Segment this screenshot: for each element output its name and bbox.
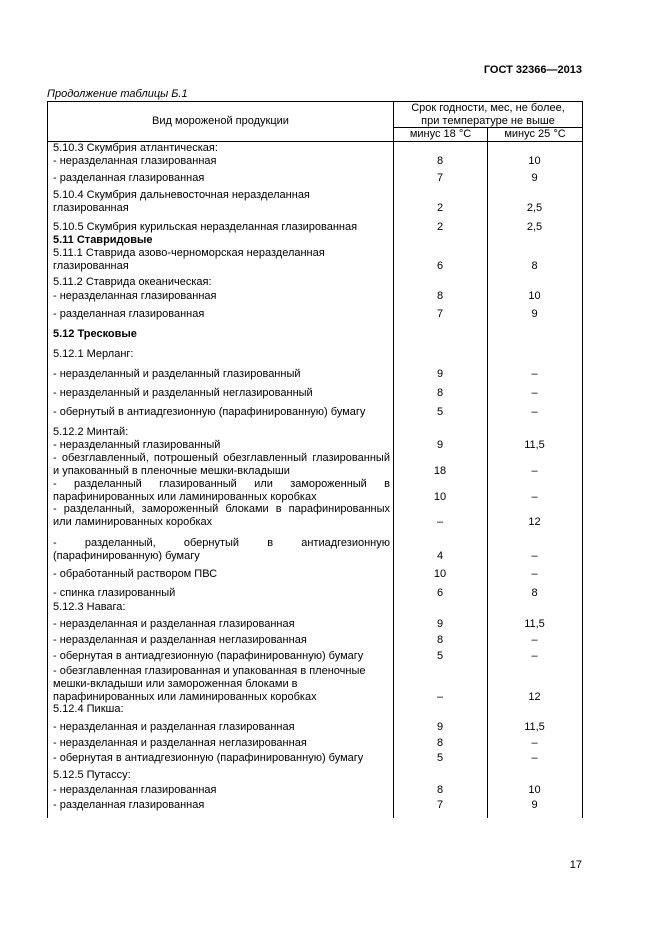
product-cell bbox=[47, 172, 393, 185]
table-row bbox=[47, 537, 583, 563]
header-minus25 bbox=[488, 128, 582, 141]
product-text: - неразделанная глазированная bbox=[53, 290, 217, 302]
table-row bbox=[47, 650, 583, 663]
value-minus25: – bbox=[531, 465, 538, 477]
product-cell bbox=[47, 737, 393, 750]
product-cell bbox=[47, 348, 393, 361]
document-code: ГОСТ 32366—2013 bbox=[483, 64, 582, 76]
word: разделанный bbox=[74, 478, 142, 490]
value-minus25: – bbox=[531, 368, 538, 380]
value-minus25: – bbox=[531, 550, 538, 562]
product-text: - спинка глазированный bbox=[53, 587, 176, 599]
word: парафинированных bbox=[288, 503, 390, 515]
word: замороженный bbox=[290, 478, 367, 490]
table-row bbox=[47, 618, 583, 631]
table-row bbox=[47, 368, 583, 381]
product-cell bbox=[47, 478, 393, 504]
word: - bbox=[53, 503, 57, 515]
product-cell bbox=[47, 601, 393, 614]
value-minus18: 7 bbox=[436, 799, 444, 811]
product-text: 5.12.2 Минтай: bbox=[53, 426, 129, 438]
product-cell bbox=[47, 618, 393, 631]
table-row bbox=[47, 665, 583, 704]
value-minus18: 7 bbox=[436, 308, 444, 320]
header-product-label: Вид мороженой продукции bbox=[152, 115, 289, 127]
table-row bbox=[47, 601, 583, 614]
value-minus18: 10 bbox=[433, 568, 447, 580]
value-minus25: – bbox=[531, 650, 538, 662]
value-minus18: 10 bbox=[433, 491, 447, 503]
product-text bbox=[53, 478, 390, 491]
product-text: - неразделанная глазированная bbox=[53, 784, 217, 796]
word: в bbox=[275, 503, 282, 515]
table-row bbox=[47, 478, 583, 504]
product-text: - неразделанная и разделанная глазированная bbox=[53, 618, 295, 630]
table-row bbox=[47, 406, 583, 419]
product-text: 5.11.2 Ставрида океаническая: bbox=[53, 276, 212, 288]
product-cell bbox=[47, 665, 393, 704]
product-cell bbox=[47, 387, 393, 400]
value-minus18: 6 bbox=[436, 587, 444, 599]
value-minus18: 9 bbox=[436, 721, 444, 733]
value-minus18: 8 bbox=[436, 634, 444, 646]
word: обезглавленный, bbox=[61, 452, 149, 464]
table-row bbox=[47, 387, 583, 400]
header-shelf-life-line: при температуре не выше bbox=[421, 114, 555, 127]
value-minus25: 9 bbox=[531, 172, 538, 184]
table-caption: Продолжение таблицы Б.1 bbox=[47, 88, 188, 100]
product-text: - обработанный раствором ПВС bbox=[53, 568, 218, 580]
value-minus25: – bbox=[531, 387, 538, 399]
section-heading: 5.12 Тресковые bbox=[53, 328, 137, 340]
product-text: 5.12.4 Пикша: bbox=[53, 703, 124, 715]
product-text: парафинированных или ламинированных коробках bbox=[53, 691, 317, 703]
word: глазированный bbox=[159, 478, 237, 490]
word: - bbox=[53, 478, 57, 490]
product-cell bbox=[47, 290, 393, 303]
product-text: - неразделанная и разделанная глазированная bbox=[53, 721, 295, 733]
product-text: парафинированных или ламинированных коробках bbox=[53, 491, 317, 503]
section-heading-cell bbox=[47, 234, 393, 247]
product-text: - разделанная глазированная bbox=[53, 799, 205, 811]
product-text bbox=[53, 503, 390, 516]
value-minus25: – bbox=[531, 568, 538, 580]
product-text: - обернутая в антиадгезионную (парафинированную) бумагу bbox=[53, 650, 364, 662]
product-cell bbox=[47, 406, 393, 419]
table-row bbox=[47, 799, 583, 812]
product-text: - разделанная глазированная bbox=[53, 172, 205, 184]
table-row bbox=[47, 172, 583, 185]
word: - bbox=[53, 537, 57, 549]
product-text: - обезглавленная глазированная и упакованная в пленочные bbox=[53, 665, 366, 677]
value-minus18: 5 bbox=[436, 650, 444, 662]
value-minus25: – bbox=[531, 737, 538, 749]
table-row bbox=[47, 737, 583, 750]
product-text bbox=[53, 452, 390, 465]
value-minus25: 12 bbox=[528, 516, 541, 528]
section-heading-cell bbox=[47, 328, 393, 341]
product-cell bbox=[47, 784, 393, 797]
value-minus25: 8 bbox=[531, 260, 538, 272]
product-text: 5.12.5 Путассу: bbox=[53, 769, 131, 781]
header-shelf-life-line: Срок годности, мес, не более, bbox=[411, 102, 565, 114]
product-text: или ламинированных коробках bbox=[53, 516, 213, 528]
table-row bbox=[47, 784, 583, 797]
header-minus18 bbox=[394, 128, 487, 141]
value-minus18: – bbox=[436, 691, 444, 703]
value-minus18: 7 bbox=[436, 172, 444, 184]
product-cell bbox=[47, 452, 393, 478]
product-text: 5.11.1 Ставрида азово-черноморская неразделанная bbox=[53, 247, 325, 259]
word: в bbox=[384, 478, 390, 490]
product-cell bbox=[47, 308, 393, 321]
table-row bbox=[47, 769, 583, 782]
value-minus25: 9 bbox=[531, 799, 538, 811]
product-cell bbox=[47, 634, 393, 647]
table-row bbox=[47, 452, 583, 478]
value-minus18: 5 bbox=[436, 406, 444, 418]
value-minus25: – bbox=[531, 491, 538, 503]
product-cell bbox=[47, 439, 393, 452]
table-row bbox=[47, 234, 583, 247]
table-row bbox=[47, 189, 583, 215]
word: антиадгезионную bbox=[301, 537, 390, 549]
value-minus25: 8 bbox=[531, 587, 538, 599]
word: или bbox=[254, 478, 273, 490]
value-minus18: 18 bbox=[433, 465, 447, 477]
word: замороженный bbox=[141, 503, 219, 515]
header-minus25-label: минус 25 °С bbox=[504, 128, 566, 140]
product-text: 5.10.4 Скумбрия дальневосточная неразделанная bbox=[53, 189, 310, 201]
table-row bbox=[47, 155, 583, 168]
table-row bbox=[47, 634, 583, 647]
product-cell bbox=[47, 769, 393, 782]
product-cell bbox=[47, 503, 393, 529]
value-minus25: – bbox=[531, 752, 538, 764]
value-minus25: 9 bbox=[531, 308, 538, 320]
product-cell bbox=[47, 155, 393, 168]
product-text: глазированная bbox=[53, 202, 129, 214]
value-minus18: 6 bbox=[436, 260, 444, 272]
product-text: мешки-вкладыши или замороженная блоками в bbox=[53, 678, 298, 690]
header-shelf-life bbox=[394, 102, 582, 127]
value-minus18: 8 bbox=[436, 737, 444, 749]
product-text: - неразделанная и разделанная неглазированная bbox=[53, 634, 307, 646]
value-minus18: 2 bbox=[436, 221, 444, 233]
value-minus18: 8 bbox=[436, 290, 444, 302]
value-minus25: 11,5 bbox=[524, 618, 545, 630]
product-text: - неразделанный и разделанный глазированный bbox=[53, 368, 301, 380]
value-minus25: 10 bbox=[528, 784, 541, 796]
page-number: 17 bbox=[569, 859, 582, 871]
product-cell bbox=[47, 703, 393, 716]
value-minus25: 12 bbox=[528, 691, 541, 703]
table-row bbox=[47, 142, 583, 155]
value-minus25: – bbox=[531, 406, 538, 418]
product-cell bbox=[47, 752, 393, 765]
table-row bbox=[47, 703, 583, 716]
product-text: - обернутый в антиадгезионную (парафинированную) бумагу bbox=[53, 406, 366, 418]
table-row bbox=[47, 587, 583, 600]
word: блоками bbox=[225, 503, 269, 515]
product-cell bbox=[47, 142, 393, 155]
table-row bbox=[47, 752, 583, 765]
product-text: - неразделанный глазированный bbox=[53, 439, 221, 451]
product-cell bbox=[47, 189, 393, 215]
table-row bbox=[47, 290, 583, 303]
value-minus18: 9 bbox=[436, 368, 444, 380]
product-text: - неразделанная глазированная bbox=[53, 155, 217, 167]
word: - bbox=[53, 452, 57, 464]
product-text: глазированная bbox=[53, 260, 129, 272]
product-cell bbox=[47, 587, 393, 600]
product-text: - неразделанная и разделанная неглазированная bbox=[53, 737, 307, 749]
table-row bbox=[47, 439, 583, 452]
word: обезглавленный bbox=[223, 452, 308, 464]
product-cell bbox=[47, 799, 393, 812]
product-text: - обернутая в антиадгезионную (парафинированную) бумагу bbox=[53, 752, 364, 764]
product-text: и упакованный в пленочные мешки-вкладыши bbox=[53, 465, 290, 477]
table-row bbox=[47, 221, 583, 234]
table-row bbox=[47, 721, 583, 734]
word: в bbox=[267, 537, 274, 549]
word: разделанный, bbox=[84, 537, 156, 549]
header-product bbox=[48, 102, 393, 141]
value-minus25: – bbox=[531, 634, 538, 646]
product-text: 5.12.3 Навага: bbox=[53, 601, 126, 613]
product-text: - разделанная глазированная bbox=[53, 308, 205, 320]
table-row bbox=[47, 328, 583, 341]
table-row bbox=[47, 348, 583, 361]
product-cell bbox=[47, 276, 393, 289]
value-minus25: 11,5 bbox=[524, 721, 545, 733]
table-row bbox=[47, 247, 583, 273]
word: обернутый bbox=[183, 537, 240, 549]
product-cell bbox=[47, 568, 393, 581]
value-minus25: 10 bbox=[528, 290, 541, 302]
word: разделанный, bbox=[63, 503, 135, 515]
value-minus18: 9 bbox=[436, 439, 444, 451]
product-cell bbox=[47, 426, 393, 439]
word: глазированный bbox=[312, 452, 390, 464]
table-row bbox=[47, 568, 583, 581]
product-cell bbox=[47, 368, 393, 381]
word: потрошеный bbox=[153, 452, 219, 464]
section-heading: 5.11 Ставридовые bbox=[53, 234, 153, 246]
product-cell bbox=[47, 721, 393, 734]
value-minus25: 10 bbox=[528, 155, 541, 167]
product-cell bbox=[47, 650, 393, 663]
value-minus25: 11,5 bbox=[524, 439, 545, 451]
value-minus25: 2,5 bbox=[526, 202, 543, 214]
table-row bbox=[47, 426, 583, 439]
value-minus18: – bbox=[436, 516, 444, 528]
product-text: 5.12.1 Мерланг: bbox=[53, 348, 134, 360]
value-minus18: 4 bbox=[436, 550, 444, 562]
product-cell bbox=[47, 247, 393, 273]
value-minus25: 2,5 bbox=[526, 221, 543, 233]
product-text: (парафинированную) бумагу bbox=[53, 550, 200, 562]
table-row bbox=[47, 308, 583, 321]
value-minus18: 8 bbox=[436, 387, 444, 399]
table-row bbox=[47, 503, 583, 529]
product-text: 5.10.3 Скумбрия атлантическая: bbox=[53, 142, 218, 154]
product-cell bbox=[47, 537, 393, 563]
value-minus18: 8 bbox=[436, 784, 444, 796]
value-minus18: 8 bbox=[436, 155, 444, 167]
value-minus18: 5 bbox=[436, 752, 444, 764]
value-minus18: 9 bbox=[436, 618, 444, 630]
product-text: 5.10.5 Скумбрия курильская неразделанная глазированная bbox=[53, 221, 358, 233]
table-row bbox=[47, 276, 583, 289]
header-minus18-label: минус 18 °С bbox=[409, 128, 472, 140]
value-minus18: 2 bbox=[436, 202, 444, 214]
product-text bbox=[53, 537, 390, 550]
product-text: - неразделанный и разделанный неглазированный bbox=[53, 387, 313, 399]
product-cell bbox=[47, 221, 393, 234]
